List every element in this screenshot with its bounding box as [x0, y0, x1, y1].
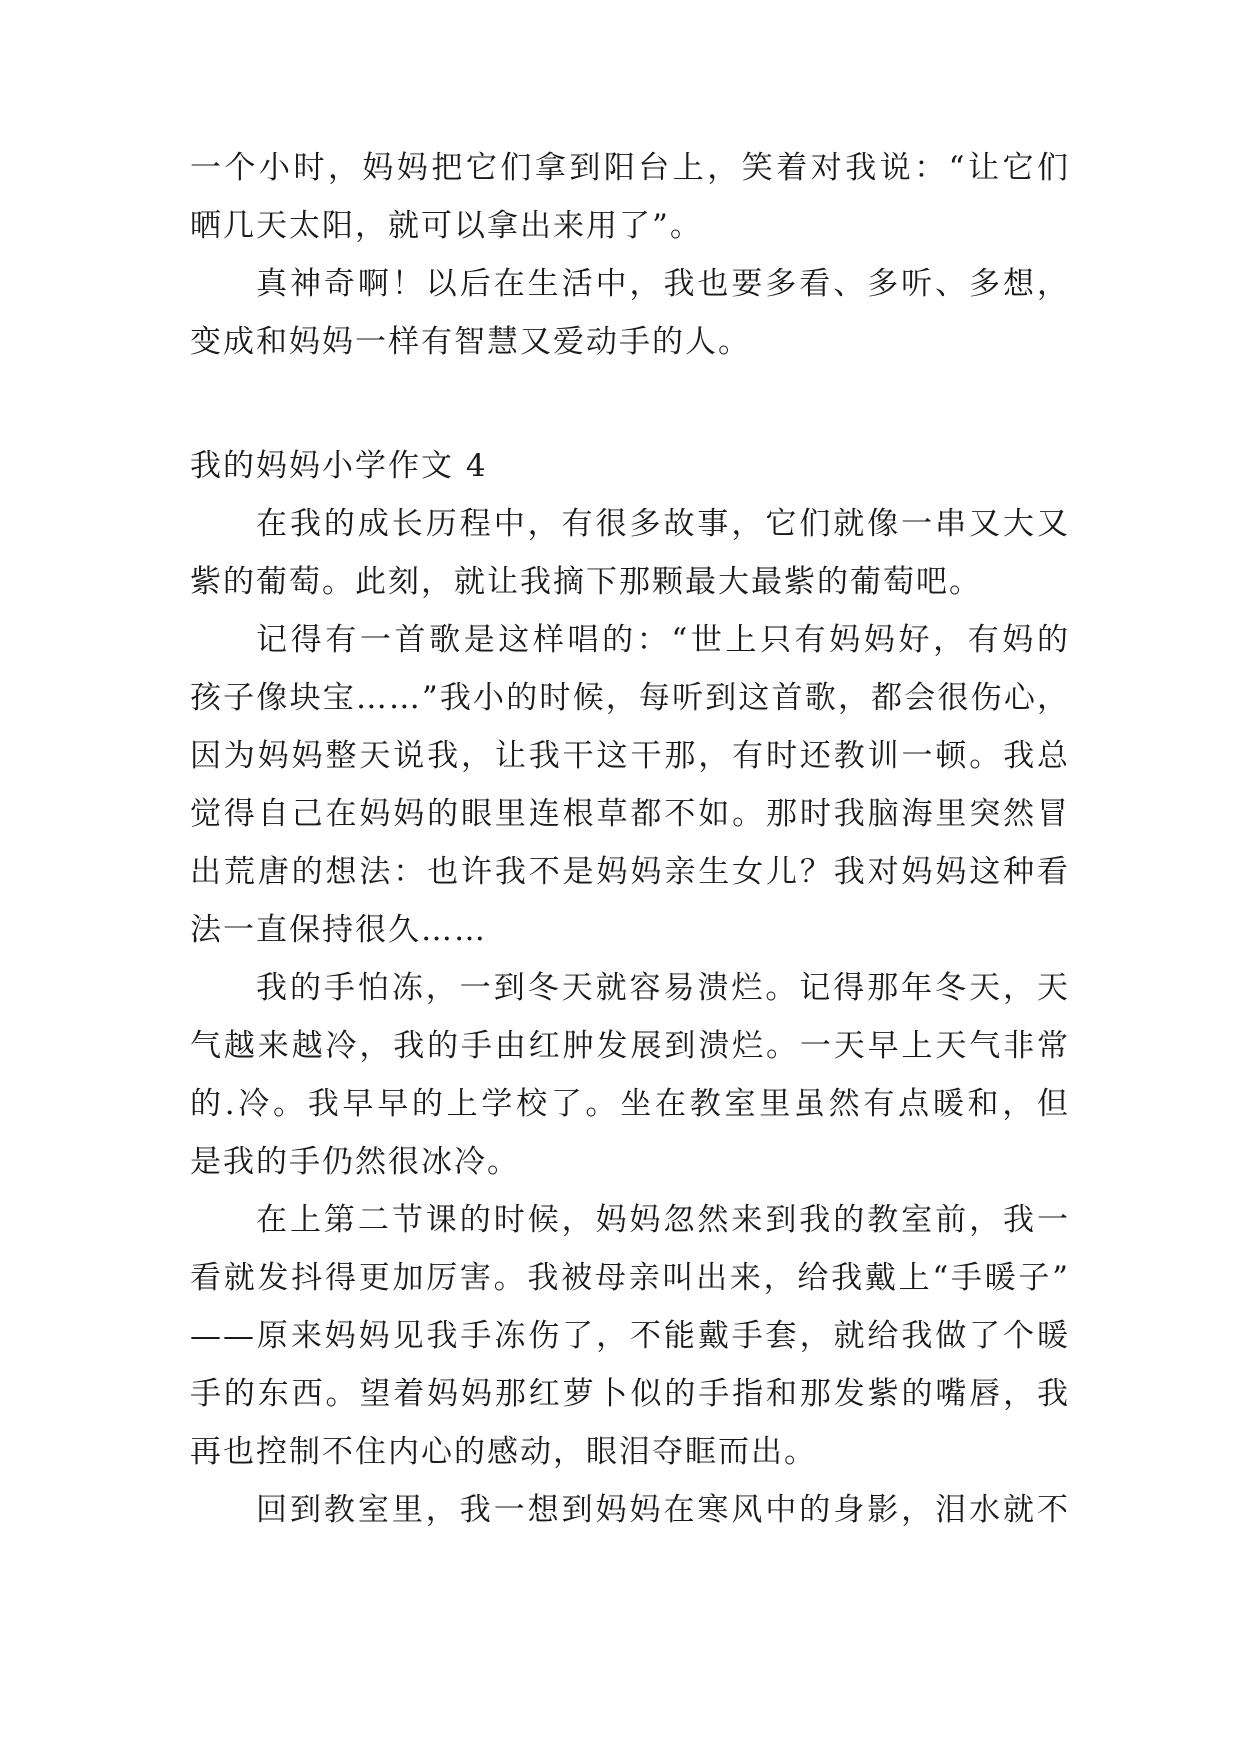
- text-line: 因为妈妈整天说我，让我干这干那，有时还教训一顿。我总: [190, 738, 1070, 774]
- text-line: 变成和妈妈一样有智慧又爱动手的人。: [190, 324, 751, 360]
- text-line: 的.冷。我早早的上学校了。坐在教室里虽然有点暖和，但: [190, 1086, 1070, 1122]
- section-heading: 我的妈妈小学作文 4: [190, 448, 488, 484]
- text-line: 手的东西。望着妈妈那红萝卜似的手指和那发紫的嘴唇，我: [190, 1376, 1070, 1412]
- text-line: 看就发抖得更加厉害。我被母亲叫出来，给我戴上“手暖子”: [190, 1260, 1070, 1296]
- text-line: 再也控制不住内心的感动，眼泪夺眶而出。: [190, 1434, 817, 1470]
- text-line: 真神奇啊！以后在生活中，我也要多看、多听、多想，: [256, 266, 1070, 302]
- text-line: 一个小时，妈妈把它们拿到阳台上，笑着对我说：“让它们: [190, 150, 1070, 186]
- text-line: 晒几天太阳，就可以拿出来用了”。: [190, 208, 703, 244]
- text-line: 紫的葡萄。此刻，就让我摘下那颗最大最紫的葡萄吧。: [190, 564, 982, 600]
- text-line: 回到教室里，我一想到妈妈在寒风中的身影，泪水就不: [256, 1492, 1070, 1528]
- text-line: 记得有一首歌是这样唱的：“世上只有妈妈好，有妈的: [256, 622, 1070, 658]
- text-line: 气越来越冷，我的手由红肿发展到溃烂。一天早上天气非常: [190, 1028, 1070, 1064]
- text-line: 法一直保持很久……: [190, 912, 487, 948]
- text-line: ——原来妈妈见我手冻伤了，不能戴手套，就给我做了个暖: [190, 1318, 1070, 1354]
- text-line: 我的手怕冻，一到冬天就容易溃烂。记得那年冬天，天: [256, 970, 1070, 1006]
- text-line: 出荒唐的想法：也许我不是妈妈亲生女儿？我对妈妈这种看: [190, 854, 1070, 890]
- text-line: 觉得自己在妈妈的眼里连根草都不如。那时我脑海里突然冒: [190, 796, 1070, 832]
- text-line: 是我的手仍然很冰冷。: [190, 1144, 520, 1180]
- text-line: 在上第二节课的时候，妈妈忽然来到我的教室前，我一: [256, 1202, 1070, 1238]
- text-line: 在我的成长历程中，有很多故事，它们就像一串又大又: [256, 506, 1070, 542]
- text-line: 孩子像块宝……”我小的时候，每听到这首歌，都会很伤心，: [190, 680, 1070, 716]
